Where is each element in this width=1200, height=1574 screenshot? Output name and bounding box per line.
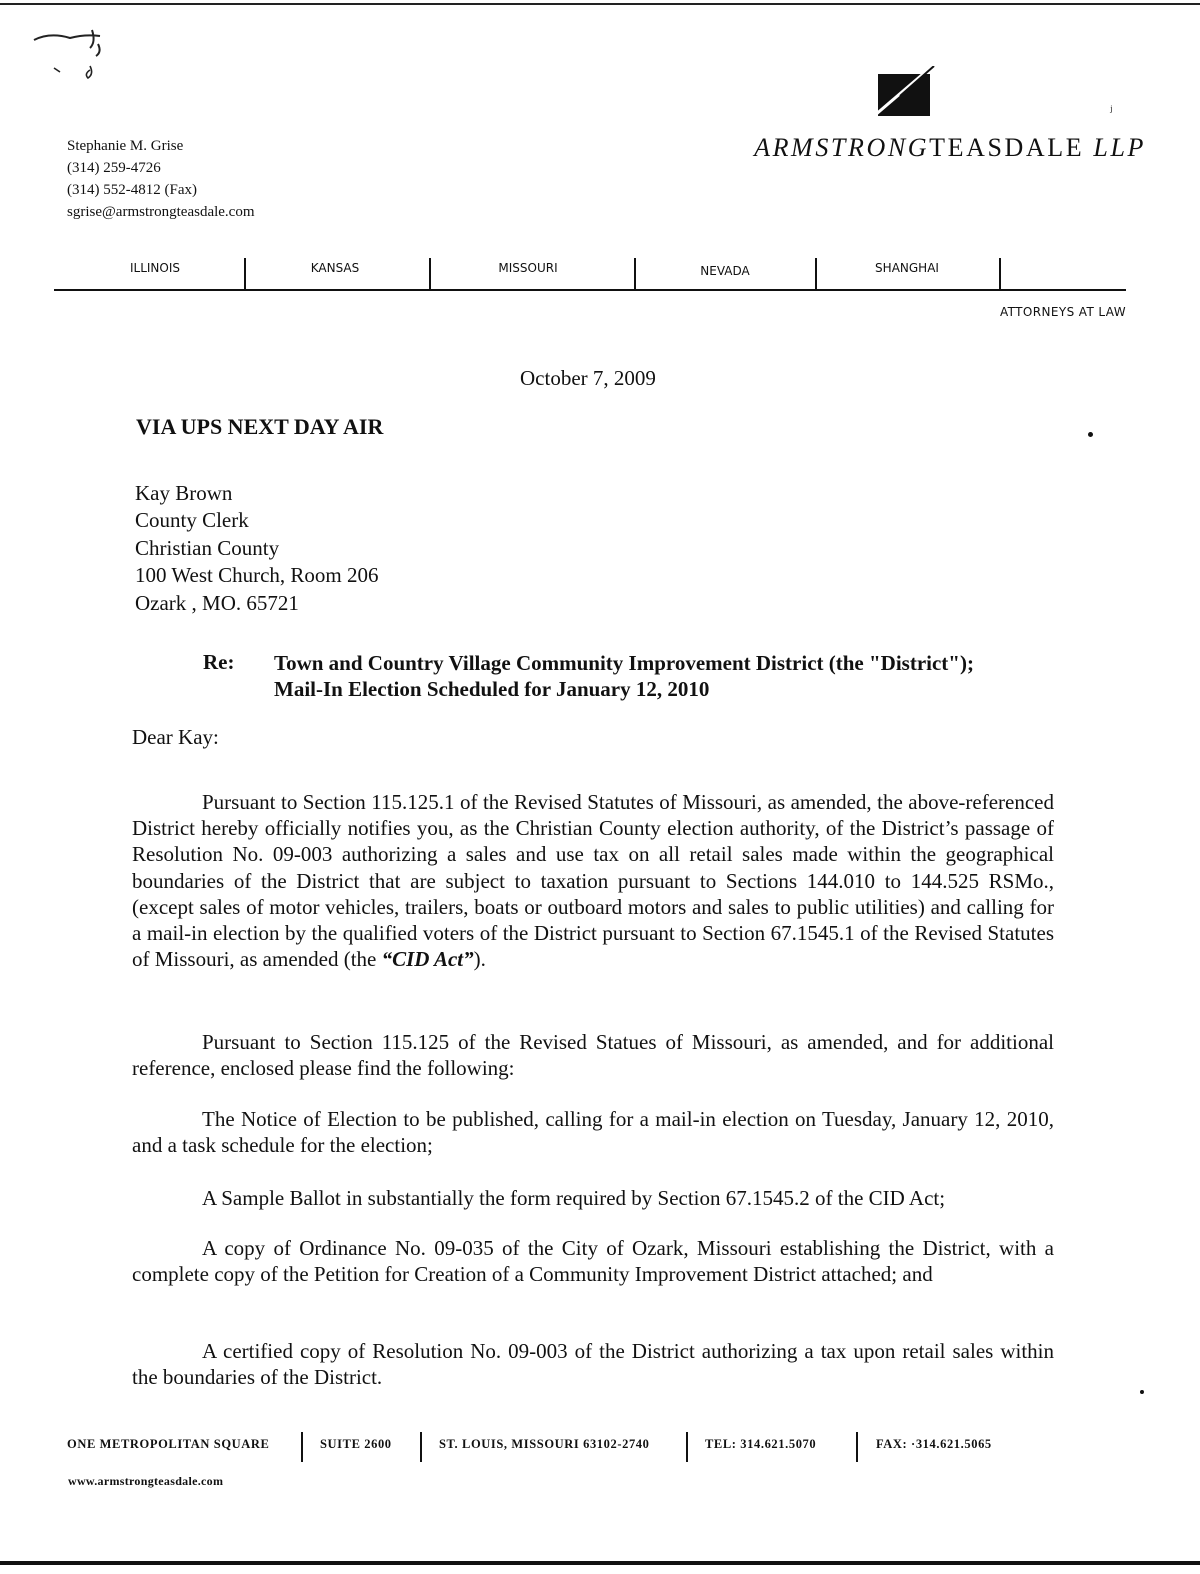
cid-act-term: “CID Act” <box>381 947 474 972</box>
scan-bottom-edge <box>0 1561 1200 1565</box>
office-missouri: MISSOURI <box>498 261 558 275</box>
footer-address: ONE METROPOLITAN SQUARE <box>67 1437 270 1451</box>
footer-tel: TEL: 314.621.5070 <box>705 1437 817 1451</box>
delivery-method: VIA UPS NEXT DAY AIR <box>136 414 384 439</box>
paragraph-resolution: A certified copy of Resolution No. 09-003 of the District authorizing a tax upon retail sales within the boundaries of the District. <box>132 1339 1054 1390</box>
firm-logo-icon <box>870 66 936 118</box>
office-separator <box>429 258 431 290</box>
office-shanghai: SHANGHAI <box>875 261 939 275</box>
office-illinois: ILLINOIS <box>129 261 181 275</box>
paragraph-enclosures-intro: Pursuant to Section 115.125 of the Revised Statues of Missouri, as amended, and for additional reference, enclosed please find the following: <box>132 1030 1054 1081</box>
handwritten-mark <box>30 22 120 82</box>
footer-fax: FAX: ·314.621.5065 <box>876 1437 992 1451</box>
office-separator <box>634 258 636 290</box>
footer-separator <box>856 1432 858 1462</box>
sender-email: sgrise@armstrongteasdale.com <box>67 204 255 220</box>
footer-separator <box>686 1432 688 1462</box>
recipient-name: Kay Brown <box>135 481 233 505</box>
footer-suite: SUITE 2600 <box>320 1437 392 1451</box>
footer-separator <box>301 1432 303 1462</box>
firm-name: ARMSTRONGTEASDALE LLP <box>754 133 1146 162</box>
office-separator <box>999 258 1001 290</box>
footer-website[interactable]: www.armstrongteasdale.com <box>68 1474 224 1488</box>
paragraph-ordinance: A copy of Ordinance No. 09-035 of the City of Ozark, Missouri establishing the District, with a complete copy of the Petition for Creation of a Community Improvement District attached; and <box>132 1236 1054 1287</box>
recipient-street: 100 West Church, Room 206 <box>135 563 379 587</box>
footer-separator <box>420 1432 422 1462</box>
firm-tagline: ATTORNEYS AT LAW <box>999 305 1126 319</box>
letter-date: October 7, 2009 <box>520 366 656 390</box>
sender-phone: (314) 259-4726 <box>67 160 161 176</box>
office-rule <box>54 289 1126 291</box>
recipient-county: Christian County <box>135 536 280 560</box>
office-nevada: NEVADA <box>700 264 750 278</box>
office-kansas: KANSAS <box>310 261 360 275</box>
recipient-title: County Clerk <box>135 508 249 532</box>
sender-fax: (314) 552-4812 (Fax) <box>67 182 197 198</box>
scan-top-edge <box>0 3 1200 5</box>
office-separator <box>244 258 246 290</box>
scan-speck <box>1140 1390 1144 1394</box>
scan-speck: ʲ <box>1110 104 1113 119</box>
paragraph-notice-of-election: The Notice of Election to be published, calling for a mail-in election on Tuesday, January 12, 2010, and a task schedule for the election; <box>132 1107 1054 1158</box>
office-separator <box>815 258 817 290</box>
re-label: Re: <box>203 650 235 674</box>
recipient-city: Ozark , MO. 65721 <box>135 591 299 615</box>
paragraph-sample-ballot: A Sample Ballot in substantially the form required by Section 67.1545.2 of the CID Act; <box>202 1186 946 1210</box>
salutation: Dear Kay: <box>132 725 219 749</box>
scan-speck <box>1088 432 1093 437</box>
sender-name: Stephanie M. Grise <box>67 138 184 154</box>
footer-city: ST. LOUIS, MISSOURI 63102-2740 <box>439 1437 650 1451</box>
paragraph-notification: Pursuant to Section 115.125.1 of the Revised Statutes of Missouri, as amended, the above-referenced District hereby officially notifies you, as the Christian County election authority, of the District’s passage of Resolution No. 09-003 authorizing a sales and use tax on all retail sales made within the geographical boundaries of the District that are subject to taxation pursuant to Sections 144.010 to 144.525 RSMo., (except sales of motor vehicles, trailers, boats or outboard motors and sales to public utilities) and calling for a mail-in election by the qualified voters of the District pursuant to Section 67.1545.1 of the Revised Statutes of Missouri, as amended (the “CID Act”). <box>132 790 1054 972</box>
re-subject: Town and Country Village Community Improvement District (the "District"); Mail-In Election Scheduled for January 12, 2010 <box>274 651 974 701</box>
